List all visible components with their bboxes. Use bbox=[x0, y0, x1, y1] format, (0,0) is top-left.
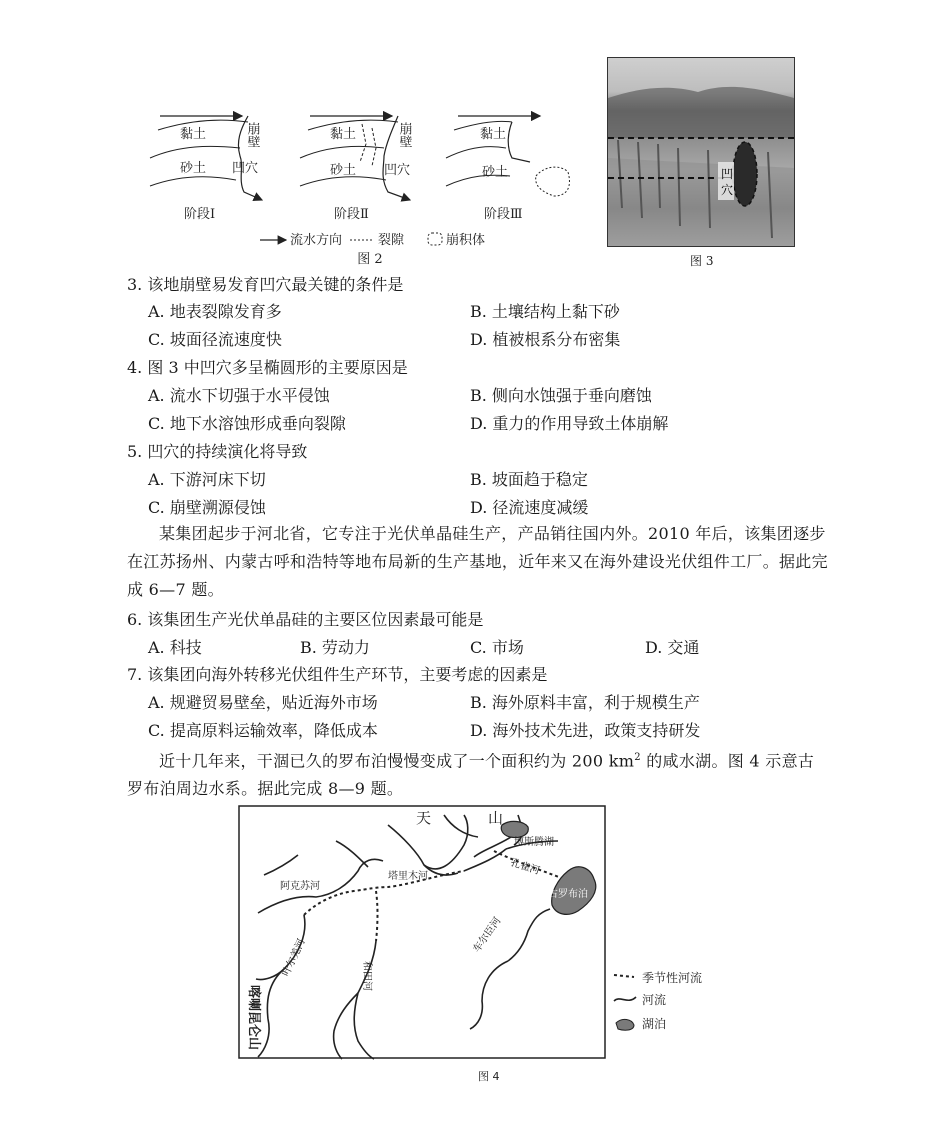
question-3-option-d[interactable]: D. 植被根系分布密集 bbox=[470, 330, 621, 349]
stage-2-diagram bbox=[300, 116, 412, 222]
legend-crack-label: 裂隙 bbox=[378, 233, 405, 248]
stage-2-clay-label: 黏土 bbox=[330, 127, 357, 142]
stage-3-label: 阶段Ⅲ bbox=[484, 207, 523, 222]
question-7-stem: 7. 该集团向海外转移光伏组件生产环节，主要考虑的因素是 bbox=[127, 665, 548, 684]
question-5-stem: 5. 凹穴的持续演化将导致 bbox=[127, 442, 308, 461]
kunlun-label: 喀喇昆仑山 bbox=[246, 985, 261, 1051]
kongque-label: 孔雀河 bbox=[509, 857, 542, 878]
question-6-option-c[interactable]: C. 市场 bbox=[470, 638, 524, 657]
tian-label: 天 bbox=[416, 809, 432, 827]
lop-label: 古罗布泊 bbox=[548, 889, 588, 900]
question-7-option-d[interactable]: D. 海外技术先进，政策支持研发 bbox=[470, 721, 701, 740]
stage-2-sand-label: 砂土 bbox=[330, 163, 357, 178]
question-5-option-b[interactable]: B. 坡面趋于稳定 bbox=[470, 470, 588, 489]
figure-4-map bbox=[238, 805, 718, 1085]
tarim-label: 塔里木河 bbox=[388, 871, 428, 882]
question-3-option-a[interactable]: A. 地表裂隙发育多 bbox=[148, 302, 282, 321]
cherchen-label: 车尔臣河 bbox=[471, 915, 504, 955]
question-5-option-d[interactable]: D. 径流速度减缓 bbox=[470, 498, 589, 517]
passage-2 bbox=[127, 744, 829, 803]
question-6-stem: 6. 该集团生产光伏单晶硅的主要区位因素最可能是 bbox=[127, 610, 484, 629]
stage-2-wall-label: 崩壁 bbox=[396, 122, 412, 148]
question-5-option-a[interactable]: A. 下游河床下切 bbox=[148, 470, 266, 489]
figure-3-photo bbox=[607, 57, 795, 247]
question-7-option-c[interactable]: C. 提高原料运输效率，降低成本 bbox=[148, 721, 378, 740]
question-6-option-a[interactable]: A. 科技 bbox=[148, 638, 202, 657]
question-3-option-c[interactable]: C. 坡面径流速度快 bbox=[148, 330, 282, 349]
stage-3-clay-label: 黏土 bbox=[480, 127, 507, 142]
question-5-option-c[interactable]: C. 崩壁溯源侵蚀 bbox=[148, 498, 266, 517]
question-4-option-c[interactable]: C. 地下水溶蚀形成垂向裂隙 bbox=[148, 414, 346, 433]
yarkand-label: 叶尔羌河 bbox=[280, 937, 308, 979]
figure-2-diagram bbox=[140, 100, 600, 270]
stage-3-diagram bbox=[446, 116, 569, 222]
question-7-option-a[interactable]: A. 规避贸易壁垒，贴近海外市场 bbox=[148, 693, 378, 712]
passage-2-before: 近十几年来，干涸已久的罗布泊慢慢变成了一个面积约为 200 km bbox=[159, 751, 635, 771]
question-4-option-b[interactable]: B. 侧向水蚀强于垂向磨蚀 bbox=[470, 386, 652, 405]
figure-3-hollow-label-2: 穴 bbox=[721, 183, 734, 197]
passage-1: 某集团起步于河北省，它专注于光伏单晶硅生产，产品销往国内外。2010 年后，该集团逐步在江苏扬州、内蒙古呼和浩特等地布局新的生产基地，近年来又在海外建设光伏组件工厂。据此完成 6—7 题。 bbox=[127, 524, 828, 599]
stage-1-hollow-label: 凹穴 bbox=[232, 161, 259, 176]
legend-seasonal-label: 季节性河流 bbox=[642, 971, 703, 985]
passage-2-after: 的咸水湖。图 4 示意古罗布泊周边水系。据此完成 8—9 题。 bbox=[127, 751, 815, 799]
stage-1-clay-label: 黏土 bbox=[180, 127, 207, 142]
aksu-label: 阿克苏河 bbox=[280, 881, 320, 892]
figure-4-legend bbox=[614, 970, 702, 1031]
question-4-option-a[interactable]: A. 流水下切强于水平侵蚀 bbox=[148, 386, 330, 405]
legend-river-label: 河流 bbox=[642, 993, 667, 1007]
question-4-stem: 4. 图 3 中凹穴多呈椭圆形的主要原因是 bbox=[127, 358, 408, 377]
question-6-option-d[interactable]: D. 交通 bbox=[645, 638, 700, 657]
stage-2-label: 阶段Ⅱ bbox=[334, 207, 369, 222]
passage-2-superscript: 2 bbox=[634, 752, 641, 763]
hotan-label: 和田河 bbox=[361, 961, 372, 991]
figure-3-caption: 图 3 bbox=[690, 254, 714, 268]
stage-1-label: 阶段Ⅰ bbox=[184, 207, 216, 222]
figure-4-caption: 图 4 bbox=[478, 1070, 500, 1083]
figure-2-legend bbox=[260, 232, 485, 248]
question-3-option-b[interactable]: B. 土壤结构上黏下砂 bbox=[470, 302, 620, 321]
question-7-option-b[interactable]: B. 海外原料丰富，利于规模生产 bbox=[470, 693, 700, 712]
stage-1-diagram bbox=[150, 116, 262, 222]
stage-3-sand-label: 砂土 bbox=[482, 165, 509, 180]
figure-2-caption: 图 2 bbox=[357, 252, 383, 267]
stage-1-sand-label: 砂土 bbox=[180, 161, 207, 176]
stage-1-wall-label: 崩壁 bbox=[244, 122, 260, 148]
legend-flow-label: 流水方向 bbox=[290, 233, 343, 248]
shan-label: 山 bbox=[488, 809, 504, 827]
bosten-lake bbox=[501, 821, 528, 837]
stage-2-hollow-label: 凹穴 bbox=[384, 163, 411, 178]
question-4-option-d[interactable]: D. 重力的作用导致土体崩解 bbox=[470, 414, 669, 433]
figure-3-hollow-label-1: 凹 bbox=[721, 167, 734, 181]
legend-deposit-label: 崩积体 bbox=[446, 233, 486, 248]
bosten-label: 博斯腾湖 bbox=[514, 837, 554, 848]
legend-lake-label: 湖泊 bbox=[642, 1017, 667, 1031]
question-3-stem: 3. 该地崩壁易发育凹穴最关键的条件是 bbox=[127, 275, 404, 294]
question-6-option-b[interactable]: B. 劳动力 bbox=[300, 638, 370, 657]
